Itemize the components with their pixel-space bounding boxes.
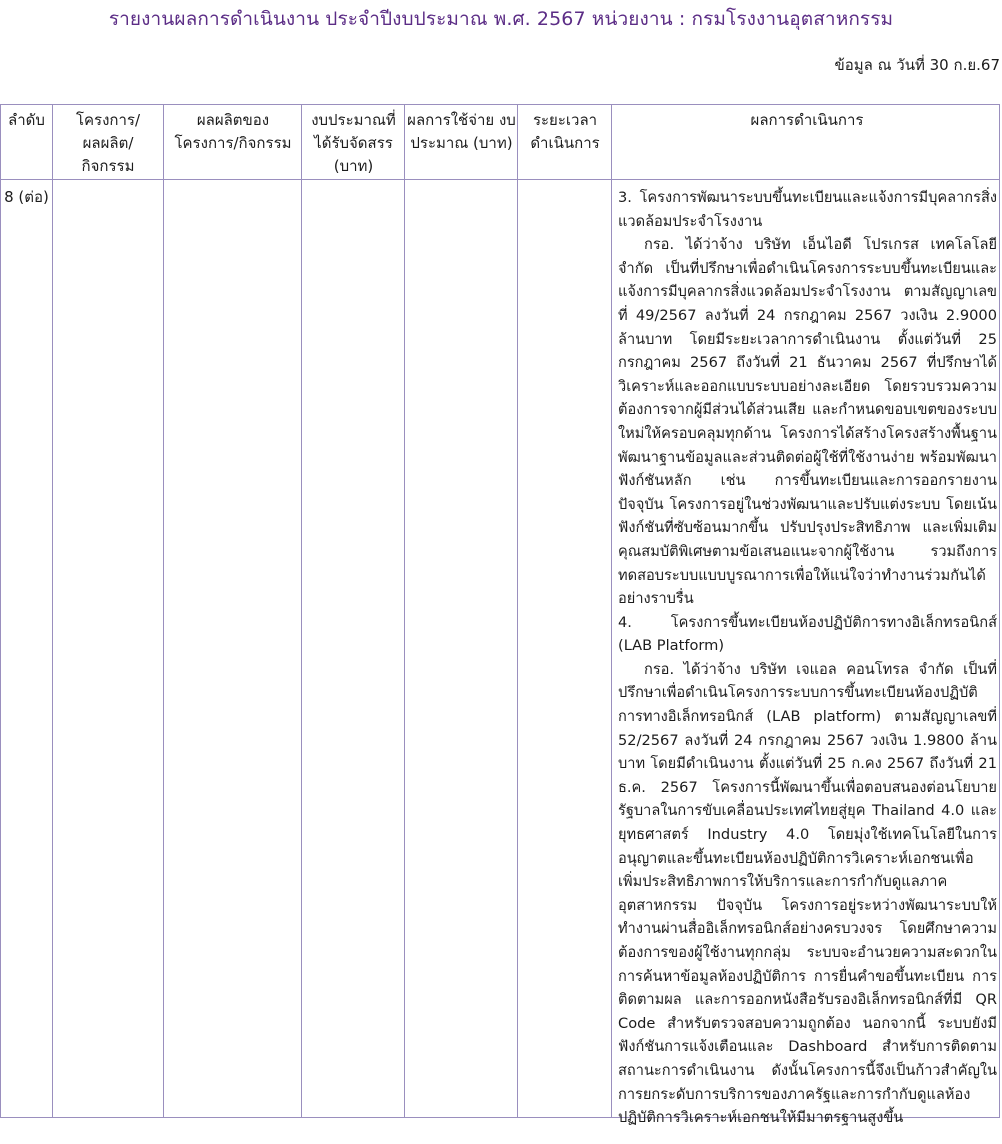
data-as-of-date: ข้อมูล ณ วันที่ 30 ก.ย.67: [834, 56, 1000, 74]
report-title: รายงานผลการดำเนินงาน ประจำปีงบประมาณ พ.ศ. 2567 หน่วยงาน : กรมโรงงานอุตสาหกรรม: [108, 8, 894, 30]
column-divider: [163, 105, 164, 1117]
row-number: 8 (ต่อ): [4, 188, 49, 206]
project-3-description: กรอ. ได้ว่าจ้าง บริษัท เอ็นไอดี โปรเกรส เทคโลโลยี จำกัด เป็นที่ปรึกษาเพื่อดำเนินโครงการระบบขึ้นทะเบียนและแจ้งการมีบุคลากรสิ่งแวดล้อมประจำโรงงาน ตามสัญญาเลขที่ 49/2567 ลงวันที่ 24 กรกฎาคม 2567 วงเงิน 2.9000 ล้านบาท โดยมีระยะเวลาการดำเนินงาน ตั้งแต่วันที่ 25 กรกฎาคม 2567 ถึงวันที่ 21 ธันวาคม 2567 ที่ปรึกษาได้วิเคราะห์และออกแบบระบบอย่างละเอียด โดยรวบรวมความต้องการจากผู้มีส่วนได้ส่วนเสีย และกำหนดขอบเขตของระบบใหม่ให้ครอบคลุมทุกด้าน โครงการได้สร้างโครงสร้างพื้นฐาน พัฒนาฐานข้อมูลและส่วนติดต่อผู้ใช้ที่ใช้งานง่าย พร้อมพัฒนาฟังก์ชันหลัก เช่น การขึ้นทะเบียนและการออกรายงาน ปัจจุบัน โครงการอยู่ในช่วงพัฒนาและปรับแต่งระบบ โดยเน้นฟังก์ชันที่ซับซ้อนมากขึ้น ปรับปรุงประสิทธิภาพ และเพิ่มเติมคุณสมบัติพิเศษตามข้อเสนอแนะจากผู้ใช้งาน รวมถึงการทดสอบระบบแบบบูรณาการเพื่อให้แน่ใจว่าทำงานร่วมกันได้อย่างราบรื่น: [618, 236, 997, 608]
result-cell: [618, 186, 997, 1130]
column-divider: [404, 105, 405, 1117]
header-duration: ระยะเวลา ดำเนินการ: [530, 111, 600, 152]
report-table: [0, 104, 1000, 1127]
header-no: ลำดับ: [8, 111, 45, 129]
header-project: โครงการ/ ผลผลิต/ กิจกรรม: [75, 111, 141, 175]
header-budget-allocated: งบประมาณที่ ได้รับจัดสรร (บาท): [311, 111, 396, 175]
header-divider: [1, 179, 999, 180]
project-3-title: 3. โครงการพัฒนาระบบขึ้นทะเบียนและแจ้งการมีบุคลากรสิ่งแวดล้อมประจำโรงงาน: [618, 189, 997, 230]
header-output: ผลผลิตของ โครงการ/กิจกรรม: [174, 111, 292, 152]
column-divider: [611, 105, 612, 1117]
column-divider: [52, 105, 53, 1117]
column-divider: [301, 105, 302, 1117]
header-result: ผลการดำเนินการ: [750, 111, 864, 129]
project-4-title: 4. โครงการขึ้นทะเบียนห้องปฏิบัติการทางอิเล็กทรอนิกส์ (LAB Platform): [618, 613, 997, 655]
header-budget-spent: ผลการใช้จ่าย งบประมาณ (บาท): [407, 111, 516, 152]
project-4-description: กรอ. ได้ว่าจ้าง บริษัท เจแอล คอนโทรล จำกัด เป็นที่ปรึกษาเพื่อดำเนินโครงการระบบการขึ้นทะเบียนห้องปฏิบัติการทางอิเล็กทรอนิกส์ (LAB platform) ตามสัญญาเลขที่ 52/2567 ลงวันที่ 24 กรกฎาคม 2567 วงเงิน 1.9800 ล้านบาท โดยมีดำเนินงาน ตั้งแต่วันที่ 25 ก.คง 2567 ถึงวันที่ 21 ธ.ค. 2567 โครงการนี้พัฒนาขึ้นเพื่อตอบสนองต่อนโยบายรัฐบาลในการขับเคลื่อนประเทศไทยสู่ยุค Thailand 4.0 และยุทธศาสตร์ Industry 4.0 โดยมุ่งใช้เทคโนโลยีในการอนุญาตและขึ้นทะเบียนห้องปฏิบัติการวิเคราะห์เอกชนเพื่อเพิ่มประสิทธิภาพการให้บริการและการกำกับดูแลภาคอุตสาหกรรม ปัจจุบัน โครงการอยู่ระหว่างพัฒนาระบบให้ทำงานผ่านสื่ออิเล็กทรอนิกส์อย่างครบวงจร โดยศึกษาความต้องการของผู้ใช้งานทุกกลุ่ม ระบบจะอำนวยความสะดวกในการค้นหาข้อมูลห้องปฏิบัติการ การยื่นคำขอขึ้นทะเบียน การติดตามผล และการออกหนังสือรับรองอิเล็กทรอนิกส์ที่มี QR Code สำหรับตรวจสอบความถูกต้อง นอกจากนี้ ระบบยังมีฟังก์ชันการแจ้งเตือนและ Dashboard สำหรับการติดตามสถานะการดำเนินงาน ดังนั้นโครงการนี้จึงเป็นก้าวสำคัญในการยกระดับการบริการของภาครัฐและการกำกับดูแลห้องปฏิบัติการวิเคราะห์เอกชนให้มีมาตรฐานสูงขึ้น: [618, 660, 997, 1127]
column-divider: [517, 105, 518, 1117]
